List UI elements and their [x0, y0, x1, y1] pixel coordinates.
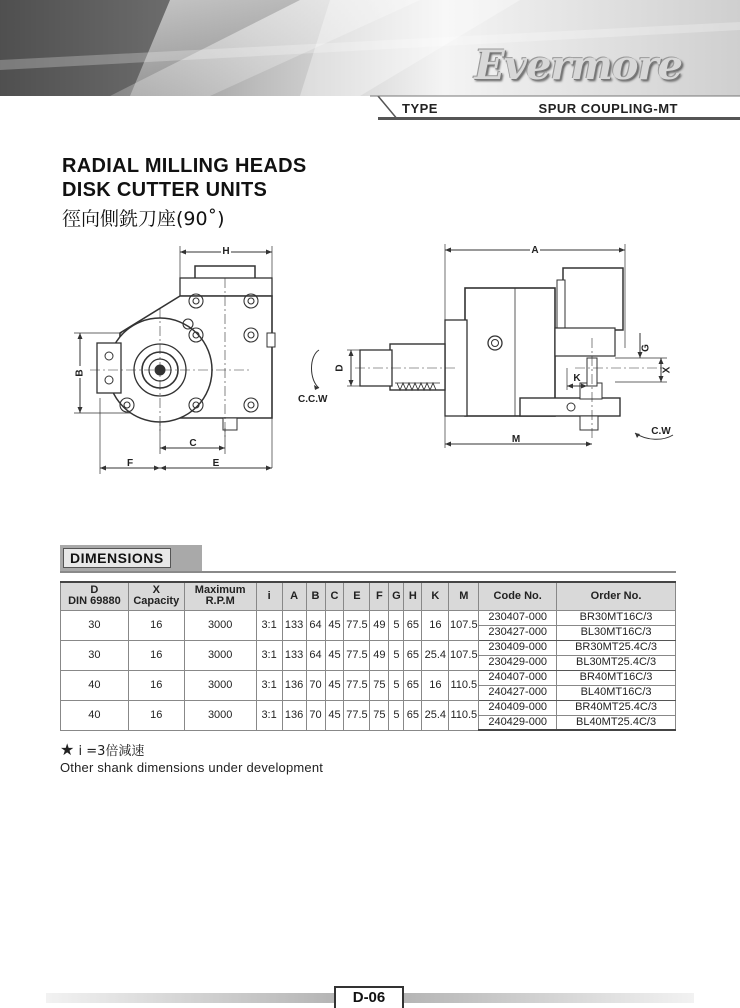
cell-order: BR40MT25.4C/3 — [557, 700, 676, 715]
dimensions-section-header — [60, 545, 202, 571]
col-header-i: i — [256, 582, 282, 610]
col-header-m: M — [449, 582, 479, 610]
col-header-a: A — [282, 582, 306, 610]
cell-code: 240429-000 — [479, 715, 557, 730]
cell-d: 30 — [61, 610, 129, 640]
cell-f: 75 — [370, 700, 389, 730]
cell-i: 3:1 — [256, 640, 282, 670]
cell-order: BR30MT16C/3 — [557, 610, 676, 625]
cell-g: 5 — [389, 670, 404, 700]
cell-code: 230427-000 — [479, 625, 557, 640]
page-title-line2: DISK CUTTER UNITS — [62, 179, 268, 201]
cell-g: 5 — [389, 640, 404, 670]
cell-b: 70 — [306, 670, 325, 700]
cell-rpm: 3000 — [184, 670, 256, 700]
cell-x: 16 — [128, 610, 184, 640]
cell-a: 136 — [282, 670, 306, 700]
cell-e: 77.5 — [344, 640, 370, 670]
col-header-rpm: Maximum R.P.M — [184, 582, 256, 610]
cell-order: BL40MT25.4C/3 — [557, 715, 676, 730]
ratio-note — [60, 740, 144, 759]
dimensions-table — [60, 581, 676, 731]
dim-label-g: G — [640, 344, 652, 352]
col-header-g: G — [389, 582, 404, 610]
ratio-note-text: i =3倍減速 — [78, 744, 145, 759]
col-header-e: E — [344, 582, 370, 610]
cell-a: 133 — [282, 610, 306, 640]
col-header-d: D DIN 69880 — [61, 582, 129, 610]
cell-x: 16 — [128, 640, 184, 670]
table-row — [61, 700, 676, 715]
front-view-drawing — [60, 238, 285, 478]
cell-rpm: 3000 — [184, 700, 256, 730]
cell-k: 16 — [422, 610, 449, 640]
cell-d: 40 — [61, 700, 129, 730]
cell-code: 230429-000 — [479, 655, 557, 670]
cell-x: 16 — [128, 700, 184, 730]
cell-d: 40 — [61, 670, 129, 700]
cell-m: 110.5 — [449, 670, 479, 700]
dim-label-c: C — [189, 438, 197, 449]
table-row — [61, 610, 676, 625]
cell-i: 3:1 — [256, 700, 282, 730]
page-title-line1: RADIAL MILLING HEADS — [62, 155, 307, 177]
col-header-f: F — [370, 582, 389, 610]
cell-f: 75 — [370, 670, 389, 700]
dim-label-a: A — [531, 245, 539, 256]
cell-c: 45 — [325, 700, 344, 730]
cell-m: 107.5 — [449, 610, 479, 640]
page-number: D-06 — [334, 986, 404, 1008]
dim-label-d: D — [334, 364, 346, 372]
dim-label-f: F — [126, 458, 134, 469]
section-divider — [60, 571, 676, 573]
footer-bar-left — [46, 993, 334, 1003]
development-note: Other shank dimensions under development — [60, 760, 324, 775]
cell-k: 25.4 — [422, 640, 449, 670]
cell-order: BL40MT16C/3 — [557, 685, 676, 700]
cell-a: 136 — [282, 700, 306, 730]
ccw-label-holder — [296, 390, 346, 406]
series-label: SPUR COUPLING-MT — [538, 101, 678, 116]
cell-order: BL30MT25.4C/3 — [557, 655, 676, 670]
cell-order: BL30MT16C/3 — [557, 625, 676, 640]
cell-c: 45 — [325, 610, 344, 640]
page-title-chinese: 徑向側銑刀座(90˚) — [62, 208, 225, 230]
col-header-order: Order No. — [557, 582, 676, 610]
cell-k: 16 — [422, 670, 449, 700]
table-header-row — [61, 582, 676, 610]
footer-bar-right — [404, 993, 694, 1003]
cell-order: BR40MT16C/3 — [557, 670, 676, 685]
dim-label-e: E — [212, 458, 220, 469]
col-header-k: K — [422, 582, 449, 610]
cell-x: 16 — [128, 670, 184, 700]
cell-g: 5 — [389, 700, 404, 730]
cell-h: 65 — [404, 670, 422, 700]
cell-e: 77.5 — [344, 610, 370, 640]
cell-c: 45 — [325, 670, 344, 700]
col-header-code: Code No. — [479, 582, 557, 610]
header-banner — [0, 0, 740, 120]
dim-label-b: B — [74, 369, 86, 377]
side-view-drawing — [295, 238, 695, 468]
cell-rpm: 3000 — [184, 610, 256, 640]
cell-m: 110.5 — [449, 700, 479, 730]
brand-logo: Evermore — [474, 42, 682, 89]
rotation-label-cw: C.W — [651, 426, 671, 437]
cell-a: 133 — [282, 640, 306, 670]
cell-i: 3:1 — [256, 610, 282, 640]
cell-b: 70 — [306, 700, 325, 730]
cell-code: 230409-000 — [479, 640, 557, 655]
dim-label-m: M — [511, 434, 521, 445]
col-header-x: X Capacity — [128, 582, 184, 610]
cell-h: 65 — [404, 640, 422, 670]
type-label: TYPE — [402, 101, 438, 116]
star-icon: ★ — [60, 740, 75, 759]
dim-label-k: K — [573, 373, 581, 384]
cell-order: BR30MT25.4C/3 — [557, 640, 676, 655]
cell-k: 25.4 — [422, 700, 449, 730]
cell-c: 45 — [325, 640, 344, 670]
cell-i: 3:1 — [256, 670, 282, 700]
table-row — [61, 640, 676, 655]
table-row — [61, 670, 676, 685]
cell-rpm: 3000 — [184, 640, 256, 670]
cell-code: 230407-000 — [479, 610, 557, 625]
cell-b: 64 — [306, 610, 325, 640]
cell-f: 49 — [370, 640, 389, 670]
cell-code: 240407-000 — [479, 670, 557, 685]
col-header-c: C — [325, 582, 344, 610]
cell-g: 5 — [389, 610, 404, 640]
cell-e: 77.5 — [344, 670, 370, 700]
rotation-label-ccw: C.C.W — [298, 394, 328, 405]
cell-f: 49 — [370, 610, 389, 640]
col-header-b: B — [306, 582, 325, 610]
cell-m: 107.5 — [449, 640, 479, 670]
cell-e: 77.5 — [344, 700, 370, 730]
cell-d: 30 — [61, 640, 129, 670]
dim-label-x: X — [661, 366, 673, 374]
dim-label-h: H — [222, 246, 230, 257]
col-header-h: H — [404, 582, 422, 610]
cell-h: 65 — [404, 610, 422, 640]
cell-b: 64 — [306, 640, 325, 670]
dimensions-label: DIMENSIONS — [63, 548, 171, 568]
cell-h: 65 — [404, 700, 422, 730]
cell-code: 240409-000 — [479, 700, 557, 715]
cell-code: 240427-000 — [479, 685, 557, 700]
